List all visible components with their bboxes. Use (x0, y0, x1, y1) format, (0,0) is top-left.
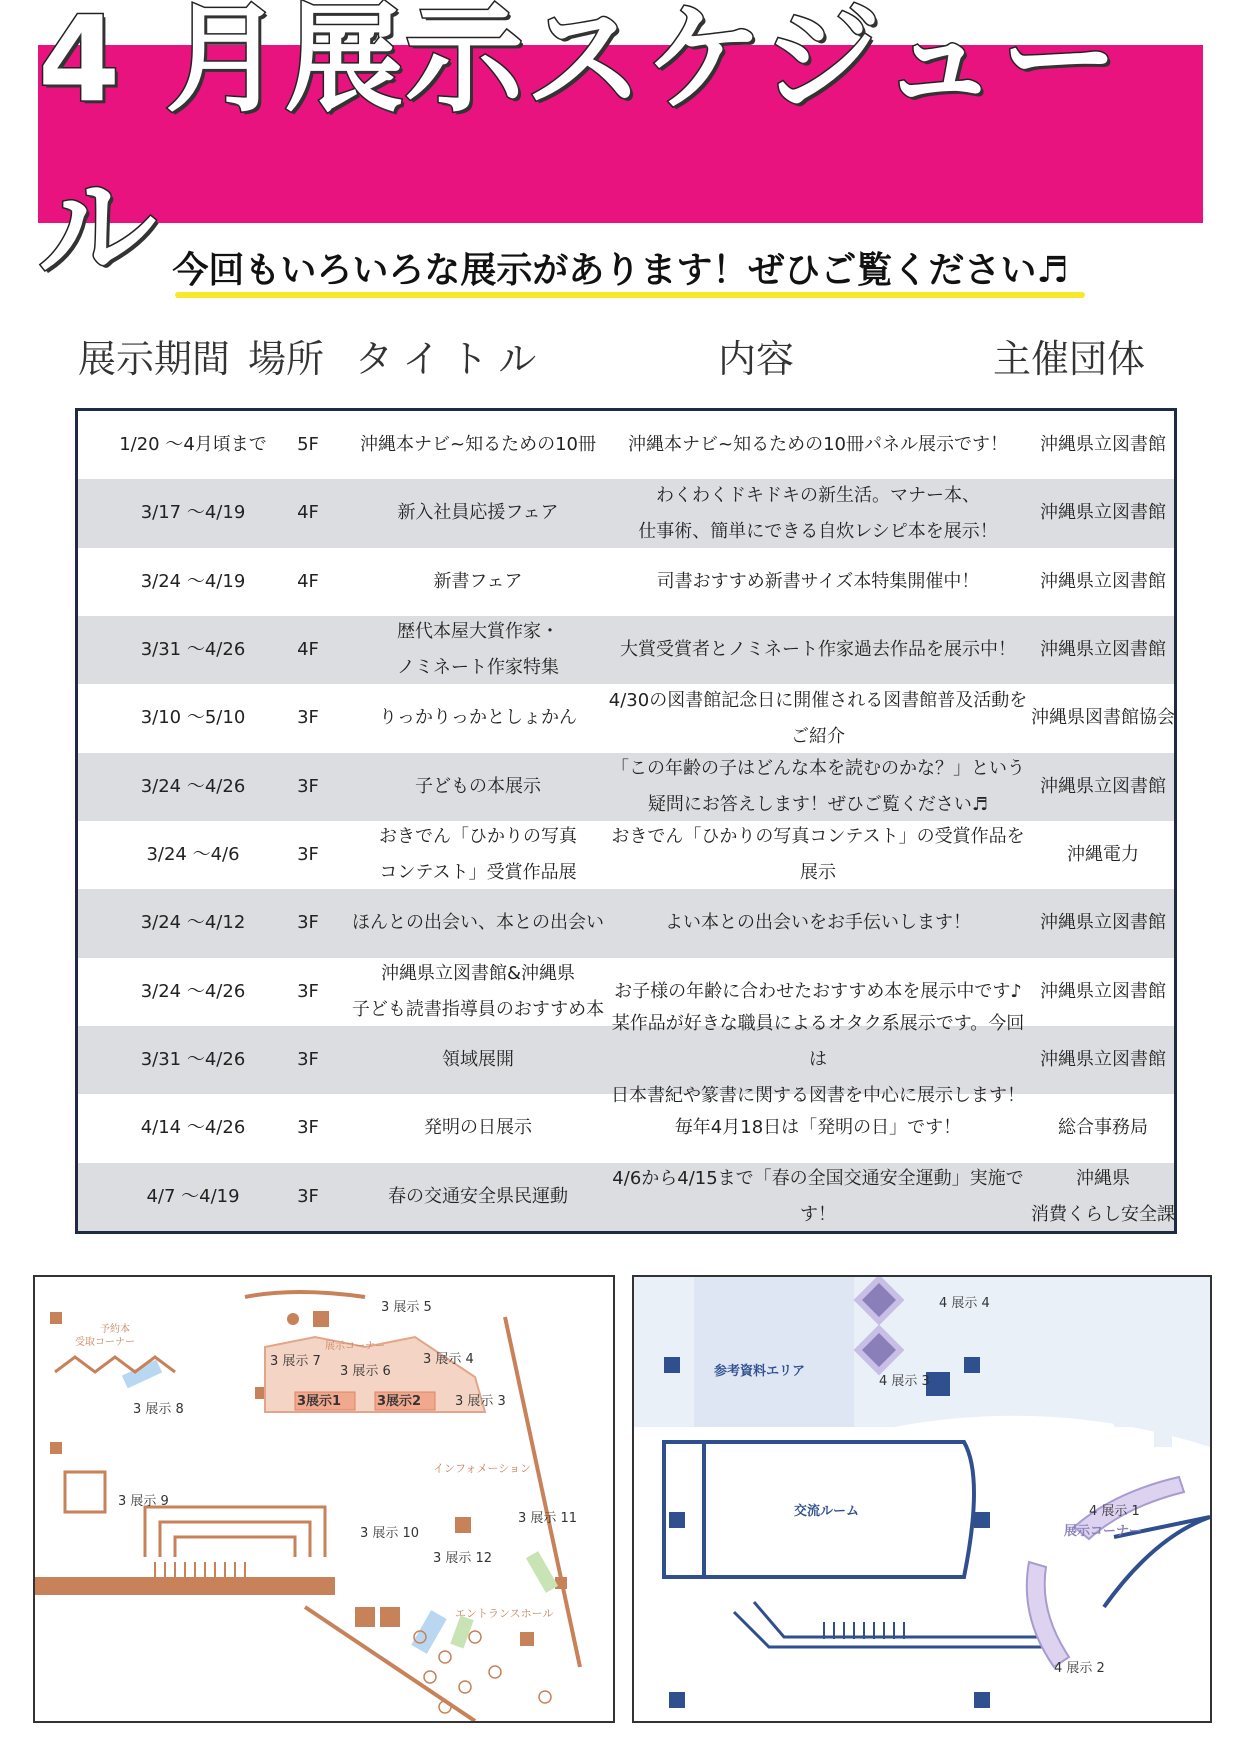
table-row (78, 548, 1174, 616)
cell-place: 3F (297, 912, 319, 934)
cell-org (1028, 684, 1178, 752)
cell-org-line: 沖縄県立図書館 (1040, 980, 1166, 1002)
cell-period: 3/31 ～4/26 (140, 639, 246, 661)
corridor (35, 1577, 335, 1595)
cell-org-line: 沖縄県立図書館 (1040, 434, 1166, 456)
table-row (78, 753, 1174, 821)
cell-content (608, 684, 1028, 752)
marker-icon (287, 1313, 299, 1325)
cell-content-line: 仕事術、簡単にできる自炊レシピ本を展示！ (638, 520, 998, 542)
cell-org (1028, 479, 1178, 547)
cell-period: 3/24 ～4/6 (146, 844, 240, 866)
lbl-4e2: 4 展示 2 (1054, 1661, 1105, 1676)
cell-title (348, 889, 608, 957)
lbl-corner: 展示コーナー (325, 1341, 385, 1352)
lbl-4e4: 4 展示 4 (939, 1296, 990, 1311)
lbl-corner-4f: 展示コーナー (1064, 1524, 1143, 1539)
elevator-icon (355, 1607, 375, 1627)
lbl-4e1: 4 展示 1 (1089, 1504, 1140, 1519)
cell-content-line: 大賞受賞者とノミネート作家過去作品を展示中！ (620, 639, 1016, 661)
header-title: タイトル (355, 337, 547, 381)
cell-content (608, 1013, 1028, 1107)
cell-content-line: 司書おすすめ新書サイズ本特集開催中！ (656, 570, 980, 592)
cell-content-line: 「この年齢の子はどんな本を読むのかな？」という (611, 757, 1025, 779)
cell-title-line: 沖縄県立図書館&沖縄県 (380, 962, 576, 984)
table-row (78, 1013, 1174, 1107)
lbl-e3: 3 展示 3 (455, 1394, 506, 1409)
lbl-4e3: 4 展示 3 (879, 1374, 930, 1389)
cell-content-line: お子様の年齢に合わせたおすすめ本を展示中です♪ (614, 980, 1022, 1002)
cell-place: 3F (297, 980, 319, 1002)
cell-org (1028, 1026, 1178, 1094)
cell-org-line: 沖縄県立図書館 (1040, 502, 1166, 524)
cell-org (1028, 411, 1178, 479)
cell-title-line: 新入社員応援フェア (397, 502, 559, 524)
cell-content-line: 疑問にお答えします！ぜひご覧ください♬ (647, 793, 989, 815)
cell-title-line: 沖縄本ナビ~知るための10冊 (360, 434, 596, 456)
cell-title-line: 領域展開 (442, 1049, 514, 1071)
map-3f (33, 1275, 615, 1723)
cell-content (608, 548, 1028, 616)
cell-content-line: 4/30の図書館記念日に開催される図書館普及活動をご紹介 (608, 689, 1028, 747)
cell-title-line: 発明の日展示 (424, 1117, 532, 1139)
cell-content (608, 1163, 1028, 1231)
cell-period: 3/24 ～4/12 (140, 912, 246, 934)
cell-content (608, 753, 1028, 821)
lbl-e1: 3展示1 (297, 1394, 342, 1409)
cell-title (348, 479, 608, 547)
cell-title (348, 958, 608, 1026)
table-row (78, 889, 1174, 957)
cell-content-line: 4/6から4/15まで「春の全国交通安全運動」実施です！ (612, 1167, 1024, 1225)
cell-place: 4F (297, 502, 319, 524)
cell-place: 4F (297, 570, 319, 592)
cell-org (1028, 821, 1178, 889)
header-content: 内容 (718, 337, 795, 381)
cell-org (1028, 889, 1178, 957)
cell-title (348, 1094, 608, 1162)
cell-title (348, 548, 608, 616)
cell-content-line: 日本書紀や篆書に関する図書を中心に展示します！ (611, 1085, 1025, 1107)
lbl-e9: 3 展示 9 (118, 1494, 169, 1509)
lbl-reserve2: 受取コーナー (75, 1337, 135, 1348)
cell-content-line: 毎年4月18日は「発明の日」です！ (674, 1117, 962, 1139)
cell-org (1028, 616, 1178, 684)
cell-period: 1/20 ～4月頃まで (119, 434, 267, 456)
cell-content-line: よい本との出会いをお手伝いします！ (665, 912, 971, 934)
table-row (78, 616, 1174, 684)
lbl-e12: 3 展示 12 (433, 1551, 493, 1566)
cell-place: 3F (297, 1049, 319, 1071)
cell-title-line: りっかりっかとしょかん (379, 707, 577, 729)
cell-title (348, 616, 608, 684)
cell-title (348, 753, 608, 821)
table-row (78, 1163, 1174, 1231)
cell-org (1028, 1163, 1178, 1231)
stairs-icon (520, 1632, 534, 1646)
cell-title (348, 684, 608, 752)
table-row (78, 821, 1174, 889)
cell-title-line: 新書フェア (433, 570, 523, 592)
cell-place: 3F (297, 707, 319, 729)
cell-org (1028, 753, 1178, 821)
cell-title-line: コンテスト」受賞作品展 (379, 862, 577, 884)
cell-period: 4/7 ～4/19 (146, 1185, 240, 1207)
map-4f (632, 1275, 1212, 1723)
lbl-entrance: エントランスホール (455, 1607, 554, 1620)
lbl-room: 交流ルーム (794, 1504, 860, 1519)
cell-org-line: 沖縄県立図書館 (1040, 570, 1166, 592)
cell-org-line: 沖縄県立図書館 (1040, 775, 1166, 797)
cell-period: 3/17 ～4/19 (140, 502, 246, 524)
cell-place: 5F (297, 434, 319, 456)
table-row (78, 684, 1174, 752)
lbl-reserve: 予約本 (100, 1324, 130, 1335)
lbl-e11: 3 展示 11 (518, 1511, 578, 1526)
lbl-e7: 3 展示 7 (270, 1354, 321, 1369)
cell-title-line: ほんとの出会い、本との出会い (352, 912, 604, 934)
lbl-e2: 3展示2 (377, 1394, 422, 1409)
cell-place: 3F (297, 1117, 319, 1139)
table-row (78, 479, 1174, 547)
cell-place: 3F (297, 775, 319, 797)
cell-title-line: 春の交通安全県民運動 (388, 1185, 568, 1207)
header-org: 主催団体 (993, 337, 1146, 381)
cell-content (608, 1094, 1028, 1162)
table-row (78, 411, 1174, 479)
cell-place: 3F (297, 844, 319, 866)
cell-content (608, 411, 1028, 479)
cell-title-line: 子ども読書指導員のおすすめ本 (351, 998, 605, 1020)
header-period: 展示期間 (78, 337, 231, 381)
page-title: 4 月展示スケジュール (38, 0, 1121, 298)
cell-org-line: 沖縄県立図書館 (1040, 639, 1166, 661)
cell-org (1028, 1094, 1178, 1162)
lbl-e8: 3 展示 8 (133, 1402, 184, 1417)
schedule-table (75, 408, 1177, 1234)
cell-title-line: ノミネート作家特集 (397, 657, 559, 679)
cell-place: 4F (297, 639, 319, 661)
cell-title-line: 子どもの本展示 (415, 775, 541, 797)
lbl-info: インフォメーション (433, 1462, 532, 1475)
header-place: 場所 (248, 337, 325, 381)
cell-content-line: おきでん「ひかりの写真コンテスト」の受賞作品を展示 (611, 826, 1025, 884)
cell-title-line: おきでん「ひかりの写真 (379, 826, 577, 848)
lbl-ref: 参考資料エリア (714, 1364, 806, 1379)
cell-title (348, 1026, 608, 1094)
info-icon (455, 1517, 471, 1533)
cell-org-line: 沖縄県立図書館 (1040, 1049, 1166, 1071)
cell-period: 3/10 ～5/10 (140, 707, 246, 729)
map-3f-svg (35, 1277, 613, 1721)
cell-period: 3/24 ～4/19 (140, 570, 246, 592)
cell-place: 3F (297, 1185, 319, 1207)
cell-org (1028, 958, 1178, 1026)
cell-title (348, 1163, 608, 1231)
cell-org-line: 沖縄電力 (1067, 844, 1139, 866)
cell-content-line: 某作品が好きな職員によるオタク系展示です。今回は (611, 1013, 1025, 1071)
toilet-icon (380, 1607, 400, 1627)
cell-content-line: 沖縄本ナビ~知るための10冊パネル展示です！ (628, 434, 1008, 456)
cell-org-line: 総合事務局 (1058, 1117, 1148, 1139)
cell-org (1028, 548, 1178, 616)
cell-org-line: 沖縄県立図書館 (1040, 912, 1166, 934)
cell-content (608, 821, 1028, 889)
lbl-e5: 3 展示 5 (381, 1300, 432, 1315)
lbl-e10: 3 展示 10 (360, 1526, 420, 1541)
cell-period: 3/24 ～4/26 (140, 775, 246, 797)
subtitle: 今回もいろいろな展示があります！ぜひご覧ください♬ (172, 250, 1069, 291)
cell-title (348, 821, 608, 889)
map-4f-svg (634, 1277, 1210, 1721)
cell-title-line: 歴代本屋大賞作家・ (397, 621, 559, 643)
table-row (78, 1094, 1174, 1162)
lbl-e6: 3 展示 6 (340, 1364, 391, 1379)
search-icon (313, 1311, 329, 1327)
cell-content (608, 889, 1028, 957)
cell-org-line: 沖縄県図書館協会 (1031, 707, 1175, 729)
cell-period: 4/14 ～4/26 (140, 1117, 246, 1139)
cell-content-line: わくわくドキドキの新生活。マナー本、 (656, 484, 980, 506)
lbl-e4: 3 展示 4 (423, 1352, 474, 1367)
subtitle-underline (175, 292, 1085, 298)
cell-org-line: 沖縄県 (1076, 1167, 1130, 1189)
cell-content (608, 479, 1028, 547)
cell-period: 3/31 ～4/26 (140, 1049, 246, 1071)
cell-title (348, 411, 608, 479)
cell-content (608, 616, 1028, 684)
cell-period: 3/24 ～4/26 (140, 980, 246, 1002)
cell-org-line: 消費くらし安全課 (1031, 1203, 1175, 1225)
